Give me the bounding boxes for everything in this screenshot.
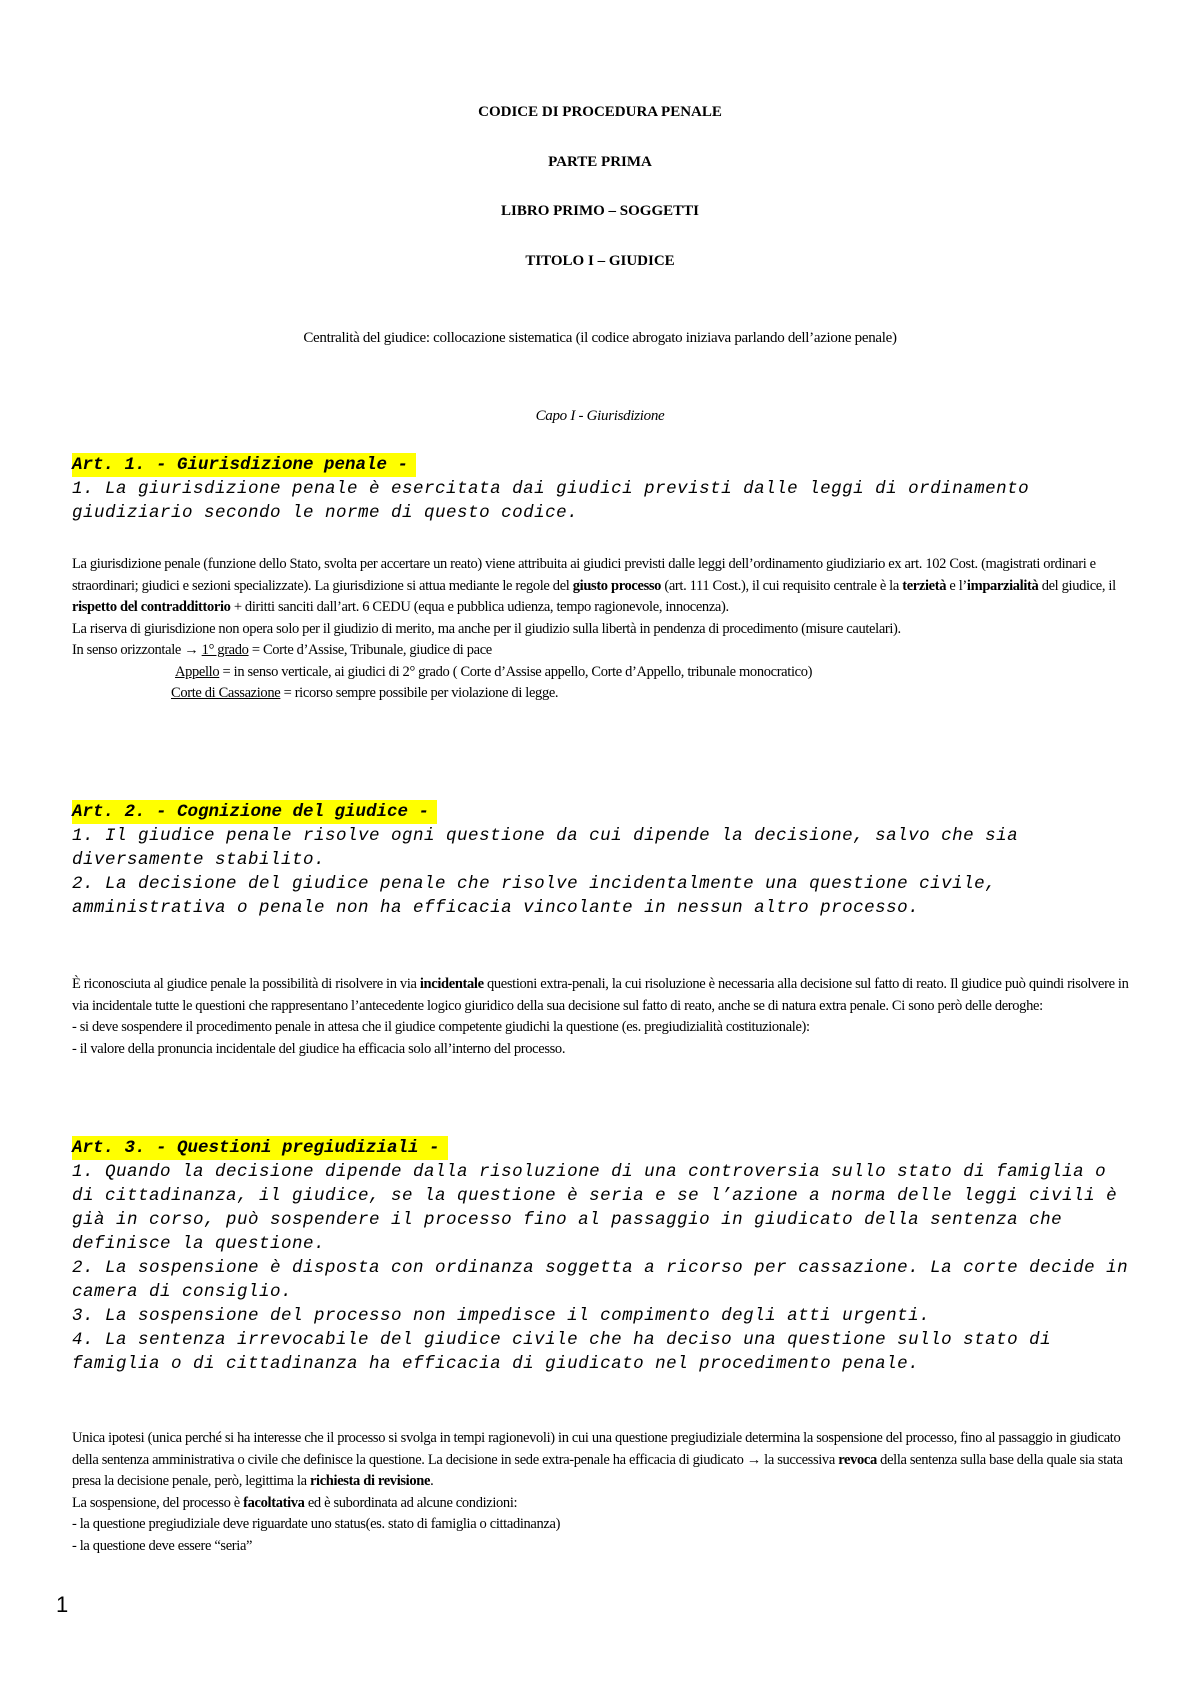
term-imparzialita: imparzialità xyxy=(966,577,1039,594)
art3-comma-4: 4. La sentenza irrevocabile del giudice civile che ha deciso una questione sullo stato di famiglia o di cittadinanza ha efficacia di giudicato nel procedimento penale. xyxy=(72,1330,1052,1374)
art1-commentary xyxy=(72,554,1140,705)
intro-note: Centralità del giudice: collocazione sistematica (il codice abrogato iniziava parlando dell’azione penale) xyxy=(303,330,897,346)
part-heading: PARTE PRIMA xyxy=(548,154,652,170)
art2-text xyxy=(72,824,1130,920)
art2-title: Art. 2. - Cognizione del giudice - xyxy=(72,800,437,824)
art3-note-p4: - la questione deve essere “seria” xyxy=(72,1537,253,1554)
book-heading: LIBRO PRIMO – SOGGETTI xyxy=(501,203,699,219)
art3-comma-1: 1. Quando la decisione dipende dalla risoluzione di una controversia sullo stato di famiglia o di cittadinanza, il giudice, se la questione è seria e se l’azione a norma delle leggi civili è già in corso, può sospendere il processo fino al passaggio in giudicato della sentenza che definisce la questione. xyxy=(72,1162,1118,1254)
art1-note-p2: La riserva di giurisdizione non opera solo per il giudizio di merito, ma anche per il giudizio sulla libertà in pendenza di procedimento (misure cautelari). xyxy=(72,620,901,637)
capo-heading: Capo I - Giurisdizione xyxy=(535,408,665,424)
term-revoca: revoca xyxy=(838,1451,877,1468)
art2-comma-1: 1. Il giudice penale risolve ogni questione da cui dipende la decisione, salvo che sia diversamente stabilito. xyxy=(72,826,1019,870)
art3-text xyxy=(72,1160,1130,1376)
art1-title: Art. 1. - Giurisdizione penale - xyxy=(72,453,416,477)
term-contraddittorio: rispetto del contraddittorio xyxy=(72,599,231,615)
art2-note-p2: - si deve sospendere il procedimento penale in attesa che il giudice competente giudichi la questione (es. pregiudizialità costituzionale): xyxy=(72,1019,810,1035)
term-incidentale: incidentale xyxy=(419,976,484,992)
term-terzieta: terzietà xyxy=(902,577,947,594)
art3-note-p1: Unica ipotesi (unica perché si ha interesse che il processo si svolga in tempi ragionevoli) in cui una questione pregiudiziale determina la sospensione del processo, fino al passaggio in giudicato della sentenza amministrativa o civile che definisce la questione. La decisione in sede extra-penale ha efficacia di giudicato → la successiva revoca della sentenza sulla base della quale sia stata presa la decisione penale, però, legittima la richiesta di revisione. xyxy=(72,1430,1123,1489)
titolo-heading: TITOLO I – GIUDICE xyxy=(525,253,675,269)
term-giusto-processo: giusto processo xyxy=(572,577,662,594)
art1-comma-1: 1. La giurisdizione penale è esercitata dai giudici previsti dalle leggi di ordinamento giudiziario secondo le norme di questo codice. xyxy=(72,479,1030,523)
art3-note-p2: La sospensione, del processo è facoltativa ed è subordinata ad alcune condizioni: xyxy=(72,1494,518,1511)
art2-commentary xyxy=(72,974,1140,1060)
art3-title: Art. 3. - Questioni pregiudiziali - xyxy=(72,1136,448,1160)
term-facoltativa: facoltativa xyxy=(243,1494,305,1511)
art2-comma-2: 2. La decisione del giudice penale che risolve incidentalmente una questione civile, amministrativa o penale non ha efficacia vincolante in nessun altro processo. xyxy=(72,874,997,918)
art3-comma-3: 3. La sospensione del processo non impedisce il compimento degli atti urgenti. xyxy=(72,1306,931,1326)
art3-comma-2: 2. La sospensione è disposta con ordinanza soggetta a ricorso per cassazione. La corte decide in camera di consiglio. xyxy=(72,1258,1129,1302)
art2-note-p3: - il valore della pronuncia incidentale del giudice ha efficacia solo all’interno del processo. xyxy=(72,1040,566,1057)
art1-note-p1: La giurisdizione penale (funzione dello Stato, svolta per accertare un reato) viene attribuita ai giudici previsti dalle leggi dell’ordinamento giudiziario ex art. 102 Cost. (magistrati ordinari e straordinari; giudici e sezioni specializzate). La giurisdizione si attua mediante le regole del giusto processo (art. 111 Cost.), il cui requisito centrale è la terzietà e l’imparzialità del giudice, il rispetto del contraddittorio + diritti sanciti dall’art. 6 CEDU (equa e pubblica udienza, tempo ragionevole, innocenza). xyxy=(72,556,1116,615)
art2-note-p1: È riconosciuta al giudice penale la possibilità di risolvere in via incidentale questioni extra-penali, la cui risoluzione è necessaria alla decisione sul fatto di reato. Il giudice può quindi risolvere in via incidentale tutte le questioni che rappresentano l’antecedente logico giuridico della sua decisione sul fatto di reato, anche se di natura extra penale. Ci sono però delle deroghe: xyxy=(72,976,1129,1014)
art1-text xyxy=(72,477,1130,525)
art1-note-p4: Appello = in senso verticale, ai giudici di 2° grado ( Corte d’Assise appello, Corte d’Appello, tribunale monocratico) xyxy=(175,663,813,680)
term-richiesta-revisione: richiesta di revisione xyxy=(309,1473,431,1489)
page-number: 1 xyxy=(56,1592,69,1617)
art1-note-p5: Corte di Cassazione = ricorso sempre possibile per violazione di legge. xyxy=(171,685,559,701)
art1-note-p3: In senso orizzontale → 1° grado = Corte d’Assise, Tribunale, giudice di pace xyxy=(72,642,492,658)
art3-note-p3: - la questione pregiudiziale deve riguardate uno status(es. stato di famiglia o cittadinanza) xyxy=(72,1516,561,1532)
document-title: CODICE DI PROCEDURA PENALE xyxy=(478,104,722,120)
art3-commentary xyxy=(72,1428,1140,1557)
